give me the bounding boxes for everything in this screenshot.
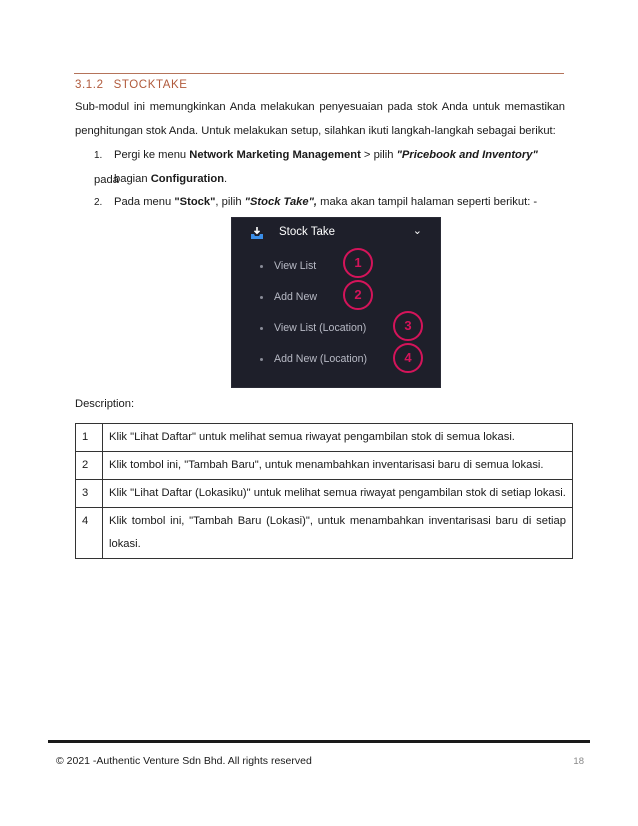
section-heading — [75, 79, 188, 91]
menu-title: Stock Take — [279, 226, 336, 238]
intro-paragraph: Sub-modul ini memungkinkan Anda melakukan penyesuaian pada stok Anda untuk memastikan penghitungan stok Anda. Untuk melakukan setup, silahkan ikuti langkah-langkah sebagai berikut: — [75, 101, 565, 137]
table-row: 4 Klik tombol ini, "Tambah Baru (Lokasi)", untuk menambahkan inventarisasi baru di setiap lokasi. — [76, 508, 573, 559]
callout-badge-3: 3 — [393, 311, 423, 341]
callout-badge-4: 4 — [393, 343, 423, 373]
step-1: 1. Pergi ke menu Network Marketing Management > pilih "Pricebook and Inventory" pada — [94, 149, 538, 186]
menu-header[interactable] — [232, 218, 440, 250]
callout-badge-1: 1 — [343, 248, 373, 278]
table-row: 2 Klik tombol ini, "Tambah Baru", untuk menambahkan inventarisasi baru di semua lokasi. — [76, 452, 573, 480]
footer-rule — [48, 740, 590, 743]
step-2: 2. Pada menu "Stock", pilih "Stock Take", maka akan tampil halaman seperti berikut: - — [94, 196, 538, 208]
table-row: 1 Klik "Lihat Daftar" untuk melihat semua riwayat pengambilan stok di semua lokasi. — [76, 424, 573, 452]
menu-item-add-new-location[interactable]: Add New (Location) — [260, 353, 367, 365]
section-title: STOCKTAKE — [113, 79, 188, 91]
inventory-tray-icon — [250, 226, 264, 240]
stock-take-menu-screenshot — [232, 218, 440, 387]
bullet-icon — [260, 327, 263, 330]
section-number: 3.1.2 — [75, 79, 104, 91]
header-rule — [74, 73, 564, 74]
description-label: Description: — [75, 398, 135, 410]
table-row: 3 Klik "Lihat Daftar (Lokasiku)" untuk melihat semua riwayat pengambilan stok di setiap lokasi. — [76, 480, 573, 508]
menu-item-view-list[interactable]: View List — [260, 260, 316, 272]
bullet-icon — [260, 296, 263, 299]
chevron-down-icon[interactable]: ⌄ — [412, 225, 422, 237]
bullet-icon — [260, 265, 263, 268]
menu-item-view-list-location[interactable]: View List (Location) — [260, 322, 366, 334]
bullet-icon — [260, 358, 263, 361]
callout-badge-2: 2 — [343, 280, 373, 310]
step-1-continuation: bagian Configuration. — [114, 173, 228, 185]
menu-item-add-new[interactable]: Add New — [260, 291, 317, 303]
description-table — [75, 423, 573, 559]
page-number: 18 — [573, 756, 584, 767]
footer-copyright: © 2021 -Authentic Venture Sdn Bhd. All rights reserved — [56, 755, 312, 767]
